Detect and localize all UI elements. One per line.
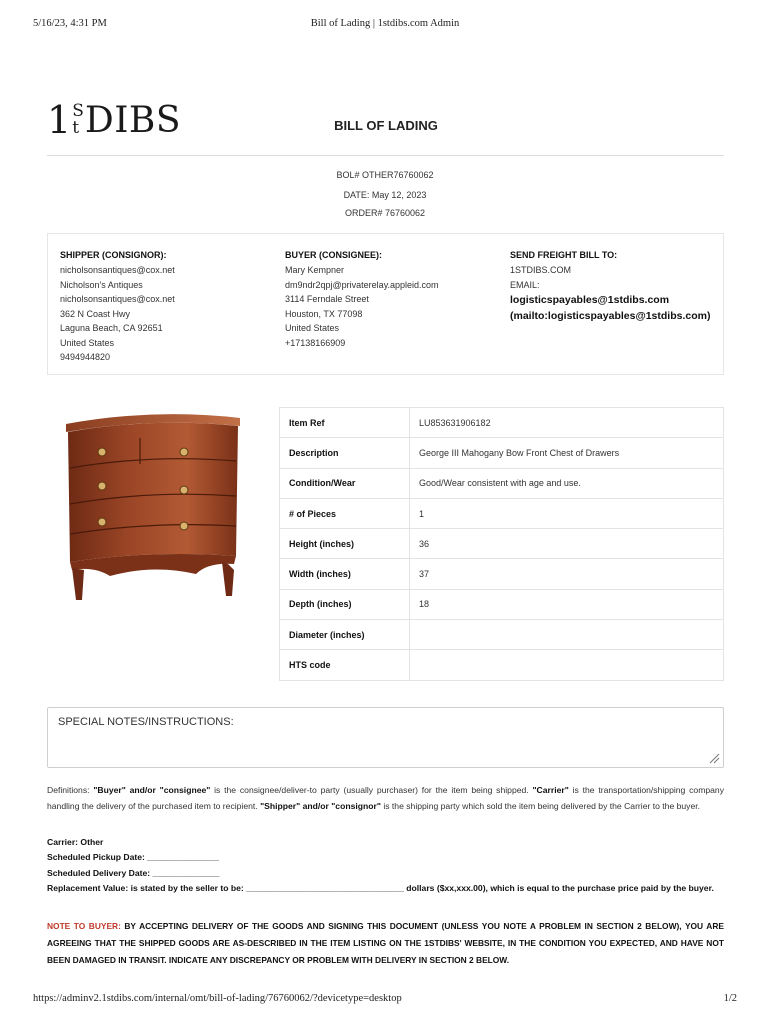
print-datetime: 5/16/23, 4:31 PM: [33, 18, 107, 29]
order-number: ORDER# 76760062: [344, 208, 426, 218]
row-value: 18: [410, 589, 724, 619]
buyer-line: Houston, TX 77098: [285, 308, 363, 319]
buyer-term: "Buyer" and/or "consignee": [93, 785, 211, 795]
freight-bill-email-label: EMAIL:: [510, 279, 540, 290]
special-notes-label: SPECIAL NOTES/INSTRUCTIONS:: [58, 716, 234, 728]
print-page-title: Bill of Lading | 1stdibs.com Admin: [310, 18, 460, 29]
row-value: LU853631906182: [410, 408, 724, 438]
table-row: [280, 438, 724, 468]
shipper-line: Nicholson's Antiques: [60, 279, 143, 290]
row-label: # of Pieces: [280, 498, 410, 528]
buyer-heading: BUYER (CONSIGNEE):: [285, 250, 383, 260]
page-number: 1/2: [723, 993, 737, 1004]
print-footer: [0, 993, 770, 1007]
row-value: 1: [410, 498, 724, 528]
shipper-term: "Shipper" and/or "consignor": [260, 801, 381, 811]
buyer-block: [285, 248, 439, 350]
shipper-line: nicholsonsantiques@cox.net: [60, 265, 175, 275]
row-value: [410, 650, 724, 680]
replacement-value-line: Replacement Value: is stated by the seller to be: _________________________________ dollars ($xx,xxx.00), which is equal to the purchase price paid by the buyer.: [47, 882, 714, 893]
bol-number: BOL# OTHER76760062: [336, 170, 434, 180]
table-row: [280, 408, 724, 438]
table-row: [280, 529, 724, 559]
freight-bill-heading: SEND FREIGHT BILL TO:: [510, 250, 618, 260]
freight-bill-email-link[interactable]: logisticspayables@1stdibs.com: [510, 294, 670, 306]
delivery-date-line: Scheduled Delivery Date: ______________: [47, 867, 220, 878]
row-label: Height (inches): [280, 529, 410, 559]
freight-bill-mailto-link[interactable]: (mailto:logisticspayables@1stdibs.com): [510, 310, 711, 322]
row-label: Description: [280, 438, 410, 468]
row-value: George III Mahogany Bow Front Chest of Drawers: [410, 438, 724, 468]
table-row: [280, 589, 724, 619]
pickup-date-line: Scheduled Pickup Date: _______________: [47, 852, 219, 863]
carrier-term: "Carrier": [532, 785, 569, 795]
row-value: [410, 620, 724, 650]
definitions-paragraph: Definitions: "Buyer" and/or "consignee" is the consignee/deliver-to party (usually purchaser) for the item being shipped. "Carrier" is the transportation/shipping company handling the delivery of the purchased item to recipient. "Shipper" and/or "consignor" is the shipping party which sold the item being delivered by the Carrier to the buyer.: [47, 785, 724, 811]
buyer-line: United States: [285, 323, 340, 333]
title-divider: [47, 155, 724, 156]
table-row: [280, 559, 724, 589]
shipping-info: [47, 835, 724, 896]
freight-bill-block: [510, 248, 710, 324]
chest-of-drawers-image: [58, 404, 248, 604]
print-url: https://adminv2.1stdibs.com/internal/omt/bill-of-lading/76760062/?devicetype=desktop: [33, 993, 402, 1004]
parties-box: [47, 233, 724, 375]
buyer-line: +17138166909: [285, 337, 346, 348]
shipper-heading: SHIPPER (CONSIGNOR):: [60, 250, 167, 260]
shipper-line: 9494944820: [60, 352, 111, 362]
table-row: [280, 650, 724, 680]
carrier-line: Carrier: Other: [47, 837, 104, 847]
shipper-line: United States: [60, 337, 115, 348]
table-row: [280, 620, 724, 650]
buyer-line: dm9ndr2qpj@privaterelay.appleid.com: [285, 279, 439, 290]
row-value: 37: [410, 559, 724, 589]
shipper-line: nicholsonsantiques@cox.net: [60, 294, 175, 304]
print-header: [0, 18, 770, 32]
shipper-line: Laguna Beach, CA 92651: [60, 323, 163, 333]
shipper-line: 362 N Coast Hwy: [60, 308, 131, 319]
1stdibs-logo[interactable]: 1 S t DIBS: [47, 98, 182, 142]
bol-date: DATE: May 12, 2023: [343, 190, 427, 200]
row-label: Item Ref: [280, 408, 410, 438]
row-label: Diameter (inches): [280, 620, 410, 650]
row-label: HTS code: [280, 650, 410, 680]
table-row: [280, 468, 724, 498]
note-to-buyer: [47, 918, 724, 969]
row-value: Good/Wear consistent with age and use.: [410, 468, 724, 498]
note-to-buyer-text: BY ACCEPTING DELIVERY OF THE GOODS AND SIGNING THIS DOCUMENT (UNLESS YOU NOTE A PROBLEM IN SECTION 2 BELOW), YOU ARE AGREEING THAT THE SHIPPED GOODS ARE AS-DESCRIBED IN THE ITEM LISTING ON THE 1STDIBS' WEBSITE, IN THE CONDITION YOU EXPECTED, AND HAVE NOT BEEN DAMAGED IN TRANSIT. INDICATE ANY DISCREPANCY OR PROBLEM WITH DELIVERY IN SECTION 2 BELOW.: [47, 921, 724, 965]
table-row: [280, 498, 724, 528]
special-notes-textarea[interactable]: [47, 707, 724, 768]
shipper-block: [60, 248, 175, 365]
row-value: 36: [410, 529, 724, 559]
row-label: Condition/Wear: [280, 468, 410, 498]
page-title: BILL OF LADING: [334, 118, 438, 133]
note-to-buyer-label: NOTE TO BUYER:: [47, 921, 121, 931]
buyer-line: 3114 Ferndale Street: [285, 294, 369, 304]
item-details-table: [279, 407, 724, 681]
row-label: Width (inches): [280, 559, 410, 589]
row-label: Depth (inches): [280, 589, 410, 619]
freight-bill-company: 1STDIBS.COM: [510, 265, 572, 275]
resize-handle-icon[interactable]: [708, 752, 720, 764]
buyer-line: Mary Kempner: [285, 265, 345, 275]
